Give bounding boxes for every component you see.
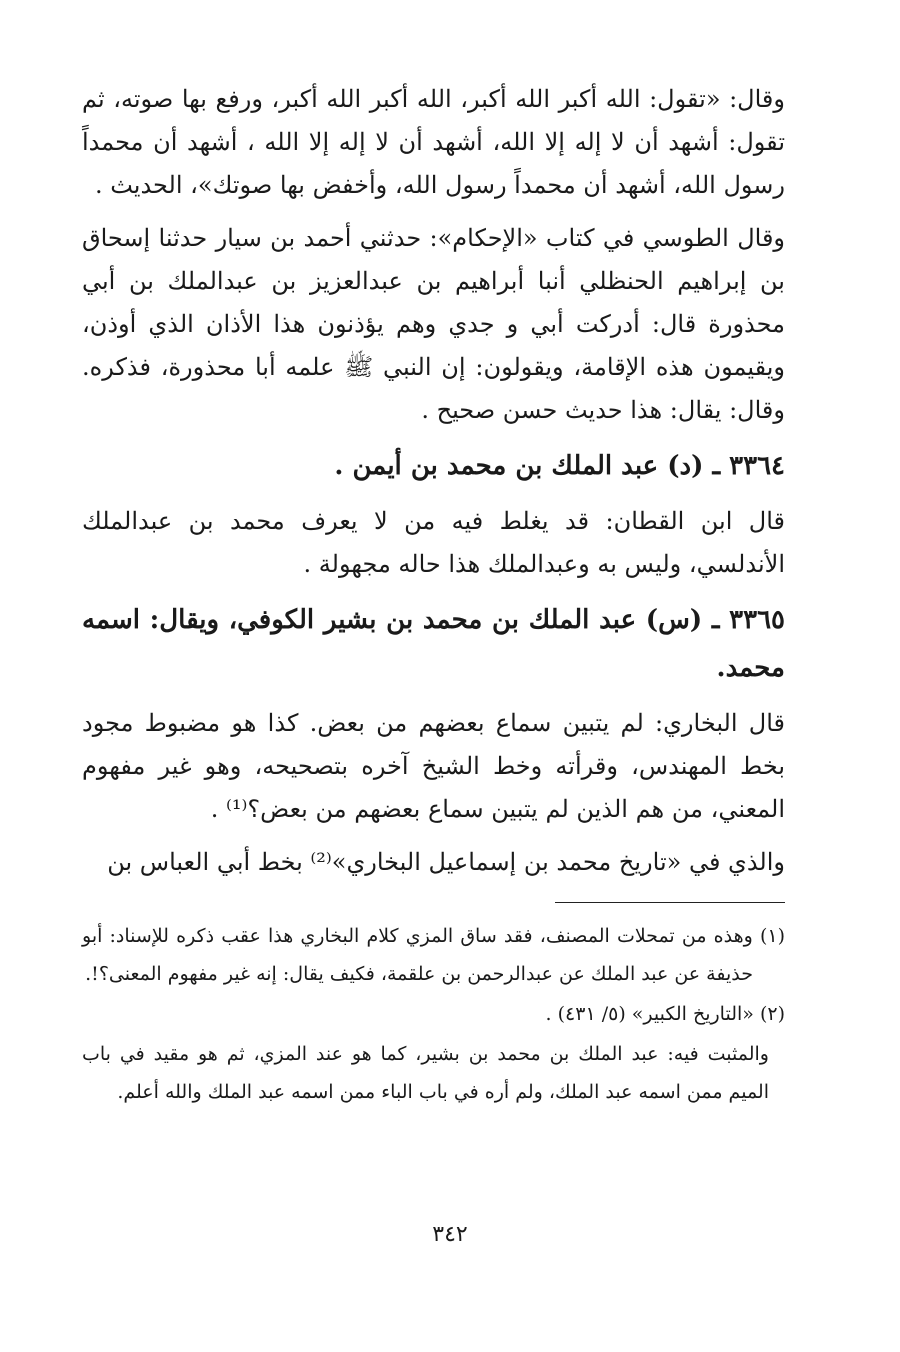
entry-heading-3365: ٣٣٦٥ ـ (س) عبد الملك بن محمد بن بشير الكوفي، ويقال: اسمه محمد.: [82, 605, 785, 683]
page-number: ٣٤٢: [432, 1222, 468, 1247]
footnote-2-continuation: والمثبت فيه: عبد الملك بن محمد بن بشير، كما هو عند المزي، ثم هو مقيد في باب الميم ممن اسمه عبد الملك، ولم أره في باب الباء ممن اسمه عبد الملك والله أعلم.: [82, 1043, 769, 1103]
paragraph-tarikh: والذي في «تاريخ محمد بن إسماعيل البخاري»⁽²⁾ بخط أبي العباس بن: [107, 848, 785, 876]
footnotes: [82, 917, 785, 1033]
paragraph-ibn-qattan: قال ابن القطان: قد يغلط فيه من لا يعرف محمد بن عبدالملك الأندلسي، وليس به وعبدالملك هذا حاله مجهولة .: [82, 507, 785, 578]
body-text: [82, 78, 785, 884]
footnote-1: (١) وهذه من تمحلات المصنف، فقد ساق المزي كلام البخاري هذا عقب ذكره للإسناد: أبو حذيفة عن عبد الملك عن عبدالرحمن بن علقمة، فكيف يقال: إنه غير مفهوم المعنى؟!.: [82, 925, 785, 985]
paragraph-tusi-quote: وقال الطوسي في كتاب «الإحكام»: حدثني أحمد بن سيار حدثنا إسحاق بن إبراهيم الحنظلي أنبا أبراهيم بن عبدالعزيز بن عبدالملك بن أبي محذورة قال: أدركت أبي و جدي وهم يؤذنون هذا الأذان الذي أوذن، ويقيمون هذه الإقامة، ويقولون: إن النبي ﷺ علمه أبا محذورة، فذكره. وقال: يقال: هذا حديث حسن صحيح .: [82, 224, 785, 424]
paragraph-bukhari: قال البخاري: لم يتبين سماع بعضهم من بعض. كذا هو مضبوط مجود بخط المهندس، وقرأته وخط الشيخ آخره بتصحيحه، وهو غير مفهوم المعني، من هم الذين لم يتبين سماع بعضهم من بعض؟⁽¹⁾ .: [82, 709, 786, 823]
entry-heading-3364: ٣٣٦٤ ـ (د) عبد الملك بن محمد بن أيمن .: [334, 451, 785, 481]
paragraph-adhan-text: وقال: «تقول: الله أكبر الله أكبر، الله أكبر الله أكبر، ورفع بها صوته، ثم تقول: أشهد أن لا إله إلا الله، أشهد أن لا إله إلا الله ، أشهد أن محمداً رسول الله، أشهد أن محمداً رسول الله، وأخفض بها صوتك»، الحديث .: [82, 85, 785, 199]
footnote-2: (٢) «التاريخ الكبير» (٥/ ٤٣١) .: [545, 1003, 785, 1025]
footnote-divider: [555, 902, 785, 903]
